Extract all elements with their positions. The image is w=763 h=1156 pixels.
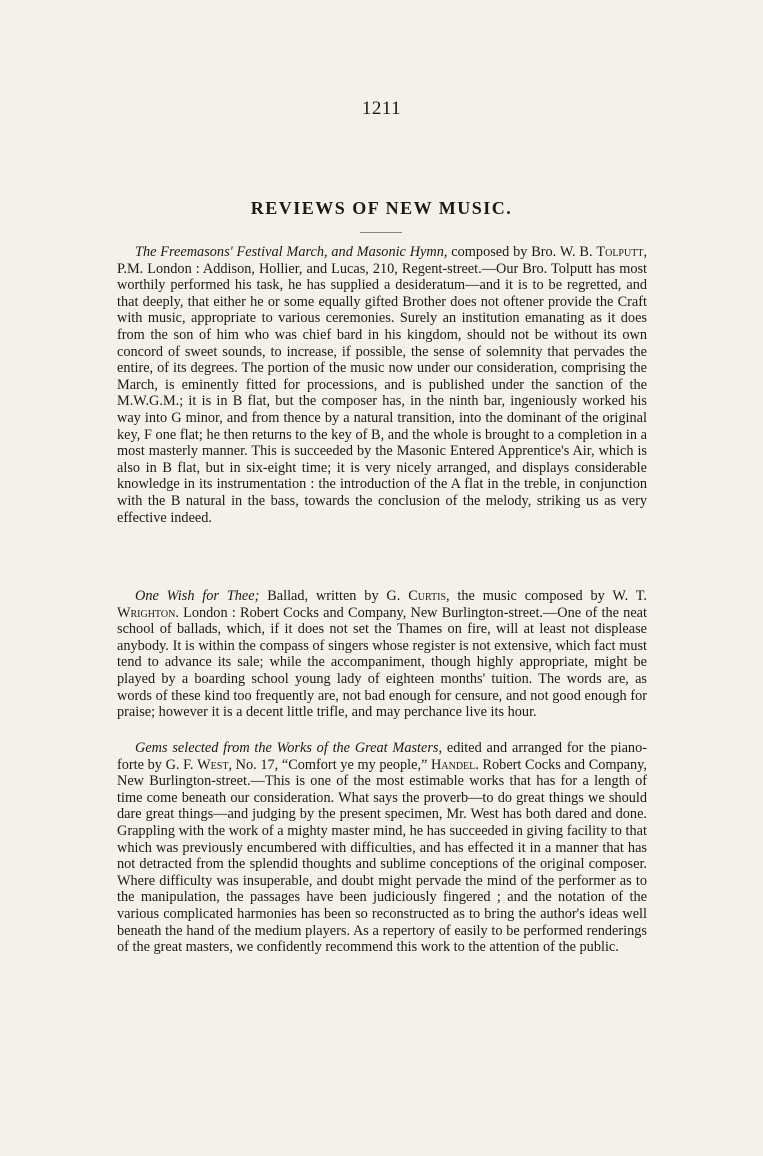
review-intro: Ballad, written by G. <box>259 588 409 604</box>
review-body: , P.M. London : Addison, Hollier, and Lucas, 210, Regent-street.—Our Bro. Tolputt has most worthily performed his task, he has supplied a desideratum—and it is to be regretted, and that deeply, that either he or some equally gifted Brother does not oftener provide the Craft with music, appropriate to various ceremonies. Surely an institution emanating as it does from the son of him who was chief bard in his kingdom, should not be without its own concord of sweet sounds, to increase, if possible, the sense of solemnity that pervades the entire, of its degrees. The portion of the music now under our consideration, comprising the March, is eminently fitted for processions, and is published under the sanction of the M.W.G.M.; it is in B flat, but the composer has, in the ninth bar, ingeniously worked his way into G minor, and from thence by a natural transition, into the dominant of the original key, F one flat; he then returns to the key of B, and the whole is brought to a completion in a most masterly manner. This is succeeded by the Masonic Entered Apprentice's Air, which is also in B flat, but in six-eight time; it is very nicely arranged, and displays considerable knowledge in its instrumentation : the introduction of the A flat in the treble, in conjunction with the B natural in the bass, towards the conclusion of the melody, striking us as very effective indeed. <box>117 244 648 526</box>
composer-name: Handel <box>431 756 476 773</box>
review-title: The Freemasons' Festival March, and Masonic Hymn, <box>135 244 448 260</box>
review-one-wish-for-thee <box>117 588 647 721</box>
review-gems-great-masters <box>117 740 647 956</box>
page-number: 1211 <box>361 98 402 119</box>
heading-divider <box>360 232 402 233</box>
review-title: Gems selected from the Works of the Great Masters, <box>135 740 443 756</box>
composer-name: Wrighton <box>117 604 176 621</box>
review-intro: composed by Bro. W. B. <box>447 244 597 260</box>
review-mid: , the music composed by W. T. <box>446 588 647 604</box>
editor-name: West <box>197 756 229 773</box>
lyricist-name: Curtis <box>408 588 447 604</box>
section-heading: REVIEWS OF NEW MUSIC. <box>250 198 513 218</box>
review-body: . London : Robert Cocks and Company, New Burlington-street.—One of the neat school of ballads, which, if it does not set the Thames on fire, will at least not displease anybody. It is within the compass of singers whose register is not extensive, which fact must tend to advance its sale; while the accompaniment, though highly appropriate, might be played by a boarding school young lady of eighteen months' tuition. The words are, as words of these kind too frequently are, not bad enough for censure, and not good enough for praise; however it is a decent little trifle, and may perchance live its hour. <box>117 604 647 721</box>
review-intro: edited and arranged for the piano-forte by G. F. <box>117 740 647 773</box>
review-title: One Wish for Thee; <box>135 588 260 604</box>
review-freemasons-march <box>117 244 647 526</box>
composer-name: Tolputt <box>596 244 644 260</box>
review-body: . Robert Cocks and Company, New Burlington-street.—This is one of the most estimable works that has for a length of time come beneath our consideration. What says the proverb—to do great things we should dare great things—and judging by the present specimen, Mr. West has both dared and done. Grappling with the work of a mighty master mind, he has succeeded in giving facility to that which was previously encumbered with difficulties, and has effected it in a manner that has not detracted from the splendid thoughts and sublime conceptions of the original composer. Where difficulty was insuperable, and doubt might pervade the mind of the performer as to the manipulation, the passages have been judiciously fingered ; and the notation of the various complicated harmonies has been so reconstructed as to bring the author's ideas well beneath the hand of the medium players. As a repertory of easily to be performed renderings of the great masters, we confidently recommend this work to the attention of the public. <box>117 756 647 956</box>
review-mid: , No. 17, “Comfort ye my people,” <box>228 756 432 773</box>
